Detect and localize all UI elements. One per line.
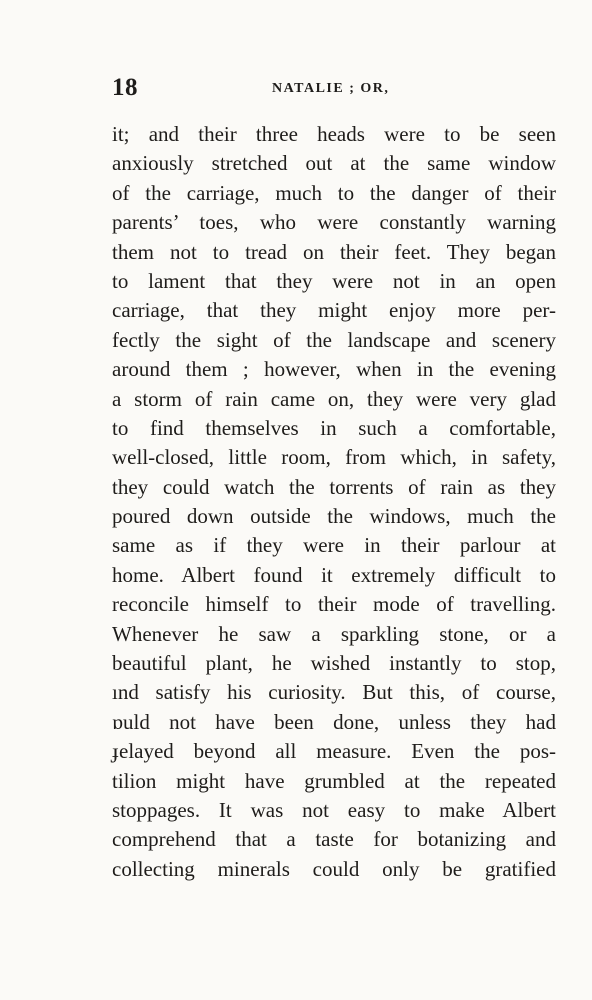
text-line: to lament that they were not in an open	[112, 268, 556, 293]
text-line: a storm of rain came on, they were very glad	[112, 386, 556, 411]
text-line: them not to tread on their feet. They began	[112, 239, 556, 264]
text-line: they could watch the torrents of rain as they	[112, 474, 556, 499]
text-line: comprehend that a taste for botanizing and	[112, 827, 556, 852]
text-line: same as if they were in their parlour at	[112, 533, 556, 558]
text-line: beautiful plant, he wished instantly to stop,	[112, 651, 556, 676]
text-line: ɒuld not have been done, unless they had	[112, 709, 556, 734]
text-line: Whenever he saw a sparkling stone, or a	[112, 621, 556, 646]
text-line: parents’ toes, who were constantly warning	[112, 210, 556, 235]
text-line: ınd satisfy his curiosity. But this, of course,	[112, 680, 556, 705]
text-line: it; and their three heads were to be seen	[112, 122, 556, 146]
text-line: anxiously stretched out at the same window	[112, 151, 556, 176]
text-line: stoppages. It was not easy to make Albert	[112, 797, 556, 822]
running-head: NATALIE ; OR,	[272, 81, 390, 96]
text-line: to find themselves in such a comfortable,	[112, 415, 556, 440]
page-number: 18	[112, 74, 138, 101]
text-line: poured down outside the windows, much the	[112, 504, 556, 529]
text-line: of the carriage, much to the danger of their	[112, 180, 556, 205]
text-line: fectly the sight of the landscape and scenery	[112, 327, 556, 352]
text-line: collecting minerals could only be gratified	[112, 856, 556, 881]
text-line: home. Albert found it extremely difficult to	[112, 562, 556, 587]
text-line: well-closed, little room, from which, in safety,	[112, 445, 556, 470]
text-line: tilion might have grumbled at the repeated	[112, 768, 556, 793]
text-line: carriage, that they might enjoy more per-	[112, 298, 556, 323]
text-line: around them ; however, when in the evening	[112, 357, 556, 382]
page-header	[112, 74, 556, 108]
text-line: ɟelayed beyond all measure. Even the pos-	[112, 739, 556, 764]
body-text	[112, 120, 556, 884]
text-line: reconcile himself to their mode of travelling.	[112, 592, 556, 617]
